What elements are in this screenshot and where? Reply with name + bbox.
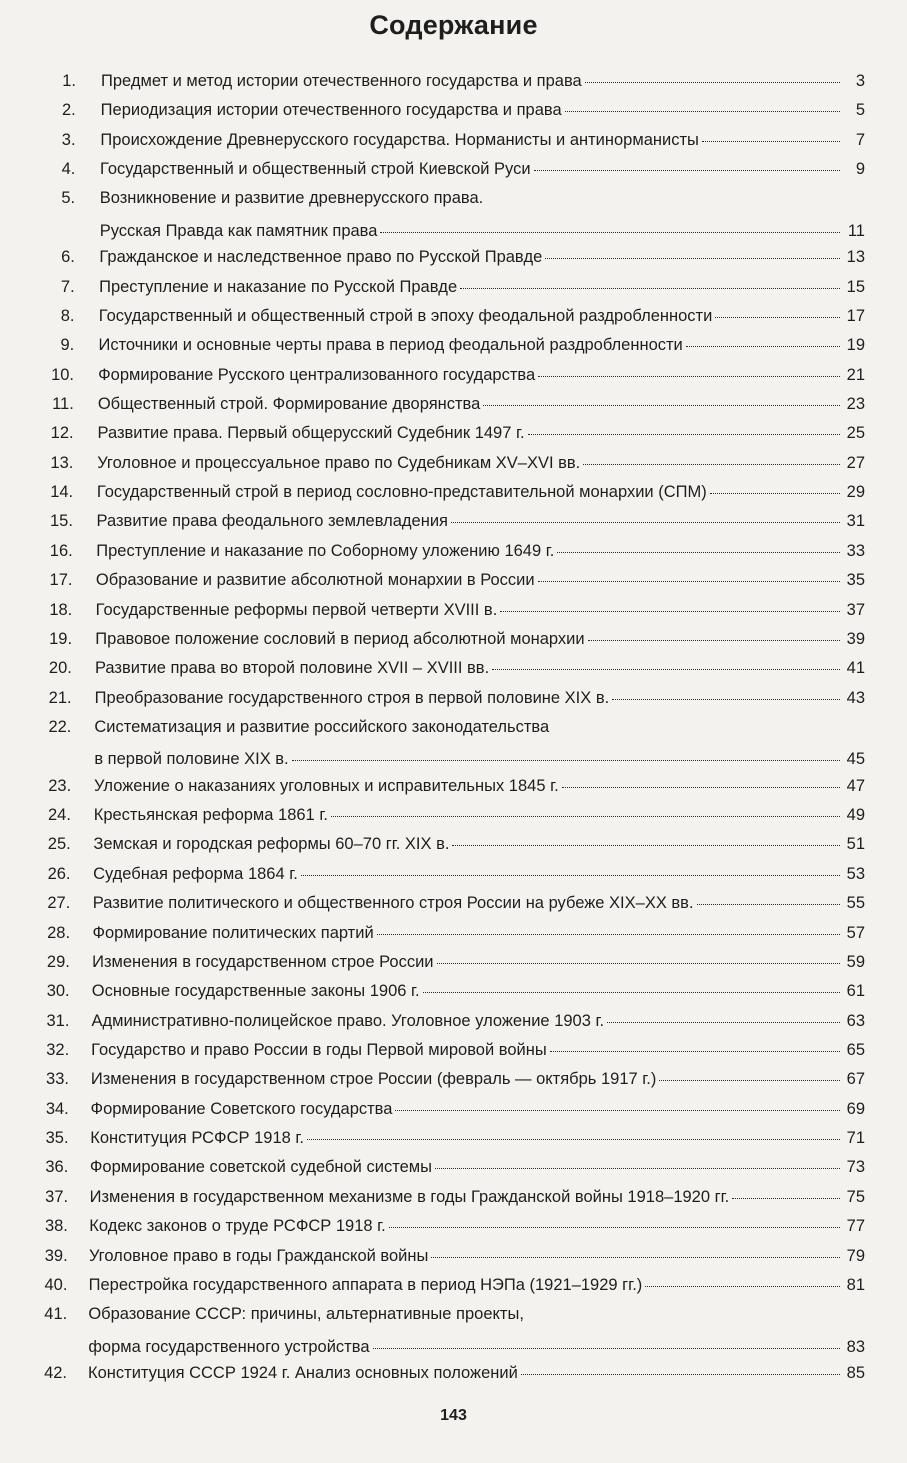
toc-entry-page: 25 [846, 424, 865, 443]
dot-leader [389, 1227, 840, 1228]
toc-entry-title: Преступление и наказание по Соборному уложению 1649 г. [96, 541, 555, 560]
toc-entry-page: 75 [846, 1187, 865, 1206]
toc-entry-number: 33. [46, 1070, 69, 1089]
toc-entry-number: 18. [49, 600, 73, 619]
toc-entry-title: Конституция СССР 1924 г. Анализ основных положений [88, 1364, 518, 1382]
dot-leader [659, 1080, 840, 1081]
dot-leader [301, 875, 840, 876]
toc-entry-page: 35 [846, 571, 865, 590]
toc-entry-page: 71 [846, 1129, 865, 1148]
dot-leader [697, 904, 840, 905]
toc-entry-title: Судебная реформа 1864 г. [93, 864, 298, 883]
toc-entry-body [93, 865, 865, 884]
toc-entry-number: 38. [44, 1217, 68, 1236]
dot-leader [538, 376, 840, 377]
toc-entry-body [97, 512, 865, 531]
toc-entry-body [92, 924, 865, 943]
toc-entry-number: 25. [47, 835, 71, 854]
dot-leader [686, 346, 840, 347]
toc-entry-title: Образование СССР: причины, альтернативные проекты, [88, 1305, 524, 1324]
toc-entry-title: Государственный строй в период сословно-представительной монархии (СПМ) [96, 483, 707, 502]
toc-entry-number: 26. [47, 864, 71, 883]
toc-entry-body [91, 1100, 865, 1119]
dot-leader [377, 934, 840, 935]
toc-entry-title: Кодекс законов о труде РСФСР 1918 г. [89, 1217, 386, 1236]
toc-entry-body [94, 777, 865, 796]
toc-entry-title: Формирование Советского государства [90, 1099, 393, 1118]
toc-entry-body [98, 366, 865, 385]
toc-entry-title: Уголовное и процессуальное право по Судебникам XV–XVI вв. [97, 453, 581, 472]
toc-entry-page: 59 [846, 952, 865, 971]
toc-entry-page: 7 [855, 130, 865, 149]
toc-entry-number: 37. [45, 1187, 69, 1206]
toc-entry-page: 33 [846, 541, 865, 560]
toc-entry-number: 36. [45, 1158, 69, 1177]
toc-entry-number: 35. [45, 1129, 69, 1148]
toc-entry-body [97, 483, 865, 502]
toc-entry-title: Государственные реформы первой четверти XVIII в. [95, 600, 498, 619]
toc-entry-title: Преступление и наказание по Русской Правде [99, 277, 458, 296]
toc-entry-body [100, 189, 865, 240]
toc-entry-title: Уголовное право в годы Гражданской войны [88, 1246, 429, 1265]
toc-entry-number: 2. [62, 101, 76, 120]
toc-entry-title: Основные государственные законы 1906 г. [91, 982, 420, 1001]
toc-entry-body [95, 630, 865, 649]
toc-entry-body [90, 1129, 865, 1148]
toc-entry-body [91, 1012, 865, 1031]
dot-leader [500, 611, 840, 612]
toc-entry-number: 16. [49, 541, 73, 560]
toc-entry-number: 9. [60, 336, 75, 355]
toc-entry-number: 40. [44, 1275, 68, 1294]
dot-leader [395, 1110, 840, 1111]
toc-entry-title: Правовое положение сословий в период абсолютной монархии [95, 629, 585, 648]
toc-entry-title: Конституция РСФСР 1918 г. [90, 1129, 304, 1148]
toc-entry-body [89, 1276, 865, 1295]
toc-entry-body [95, 659, 865, 678]
toc-entry-number: 30. [46, 982, 70, 1001]
toc-entry-page: 13 [846, 248, 865, 267]
toc-entry-number: 41. [44, 1305, 68, 1324]
dot-leader [545, 258, 840, 259]
dot-leader [292, 760, 840, 761]
toc-entry-page: 57 [846, 923, 865, 942]
toc-entry-body [101, 72, 865, 91]
dot-leader [452, 845, 840, 846]
toc-entry-number: 4. [61, 160, 76, 179]
toc-entry-page: 55 [846, 894, 865, 913]
toc-entry-number: 8. [60, 306, 75, 325]
dot-leader [565, 111, 840, 112]
toc-entry-number: 31. [46, 1011, 70, 1030]
toc-entry-page: 77 [846, 1217, 865, 1236]
toc-entry-page: 49 [846, 806, 865, 825]
dot-leader [538, 581, 840, 582]
toc-entry-body [101, 101, 865, 120]
toc-entry-number: 15. [49, 512, 73, 531]
toc-entry-page: 19 [846, 336, 865, 355]
toc-entry-title: Крестьянская реформа 1861 г. [93, 806, 328, 825]
toc-entry-title: Развитие права во второй половине XVII – XVIII вв. [94, 659, 490, 678]
toc-entry-title: Государство и право России в годы Первой мировой войны [91, 1041, 547, 1059]
toc-entry-body [95, 689, 865, 708]
toc-entry-body [100, 160, 865, 179]
toc-entry-page: 83 [846, 1337, 865, 1356]
toc-entry-body [92, 982, 865, 1001]
toc-entry-body [100, 131, 865, 150]
dot-leader [492, 669, 840, 670]
toc-entry-page: 63 [846, 1011, 865, 1030]
toc-entry-page: 15 [846, 277, 865, 296]
dot-leader [585, 82, 840, 83]
toc-entry-body [93, 894, 865, 913]
toc-entry-title: Систематизация и развитие российского законодательства [94, 718, 550, 736]
toc-entry-page: 41 [846, 659, 865, 678]
toc-entry-body [91, 1070, 865, 1089]
toc-entry-body [93, 835, 865, 854]
toc-entry-body [91, 1041, 865, 1060]
toc-entry-number: 13. [50, 453, 74, 472]
toc-entry-title: Образование и развитие абсолютной монархии в России [95, 571, 535, 590]
toc-entry-body [97, 454, 865, 473]
toc-entry-title: Преобразование государственного строя в первой половине XIX в. [94, 688, 610, 707]
toc-entry-body [90, 1158, 865, 1177]
dot-leader [483, 405, 840, 406]
toc-entry-body [98, 424, 866, 443]
dot-leader [307, 1139, 840, 1140]
toc-entry-body [96, 601, 865, 620]
dot-leader [528, 434, 840, 435]
toc-entry-title: Русская Правда как памятник права [99, 221, 378, 240]
toc-entry-page: 11 [847, 221, 865, 240]
toc-entry-body [88, 1305, 865, 1356]
toc-entry-title: Формирование советской судебной системы [89, 1158, 432, 1177]
toc-entry-body [99, 278, 865, 297]
dot-leader [380, 232, 840, 233]
toc-entry-title: Периодизация истории отечественного государства и права [100, 101, 562, 120]
toc-entry-number: 10. [51, 365, 75, 384]
dot-leader [607, 1022, 840, 1023]
dot-leader [702, 141, 840, 142]
dot-leader [562, 787, 840, 788]
toc-entry-page: 81 [846, 1275, 865, 1294]
toc-entry-body [88, 1364, 865, 1383]
dot-leader [715, 317, 840, 318]
toc-entry-number: 28. [47, 923, 71, 942]
toc-entry-title: Происхождение Древнерусского государства. Норманисты и антинорманисты [100, 130, 699, 149]
toc-entry-body [96, 542, 865, 561]
toc-entry-page: 85 [846, 1364, 865, 1382]
toc-entry-number: 20. [48, 659, 72, 678]
toc-entry-page: 5 [855, 101, 865, 120]
toc-entry-number: 24. [48, 806, 71, 825]
toc-entry-title: Развитие права феодального землевладения [96, 512, 448, 531]
toc-entry-title: Развитие политического и общественного строя России на рубеже XIX–XX вв. [92, 894, 694, 913]
toc-entry-title: Формирование политических партий [92, 923, 374, 942]
toc-entry-page: 29 [846, 483, 865, 502]
toc-entry-number: 27. [47, 894, 71, 913]
toc-entry-title: Перестройка государственного аппарата в период НЭПа (1921–1929 гг.) [88, 1275, 643, 1294]
toc-entry-title: Развитие права. Первый общерусский Судебник 1497 г. [97, 424, 525, 443]
dot-leader [710, 493, 840, 494]
toc-entry-page: 65 [846, 1041, 865, 1059]
dot-leader [521, 1374, 840, 1375]
toc-entry-page: 17 [846, 306, 865, 325]
toc-entry-number: 21. [48, 688, 72, 707]
toc-entry-number: 5. [61, 189, 76, 208]
toc-entry-number: 7. [60, 277, 75, 296]
toc-entry-page: 3 [855, 72, 865, 90]
toc-entry-body [90, 1188, 865, 1207]
toc-entry-page: 27 [846, 453, 865, 472]
toc-entry-title: Земская и городская реформы 60–70 гг. XIX в. [93, 835, 450, 854]
toc-entry-page: 51 [846, 835, 865, 854]
toc-entry-title: форма государственного устройства [88, 1337, 370, 1356]
toc-entry-number: 14. [50, 483, 74, 502]
toc-entry-page: 73 [846, 1158, 865, 1177]
toc-entry-body [92, 953, 865, 972]
toc-entry-page: 31 [846, 512, 865, 531]
toc-entry-body [94, 718, 865, 769]
dot-leader [645, 1286, 840, 1287]
dot-leader [373, 1348, 841, 1349]
toc-entry-title: Административно-полицейское право. Уголовное уложение 1903 г. [91, 1011, 605, 1030]
dot-leader [431, 1257, 840, 1258]
page-title: Содержание [369, 10, 538, 40]
toc-entry-number: 3. [61, 130, 76, 149]
dot-leader [437, 963, 840, 964]
toc-entry-page: 47 [846, 776, 865, 795]
toc-entry-page: 67 [846, 1070, 865, 1089]
toc-entry-number: 1. [62, 72, 76, 90]
toc-entry-body [94, 806, 865, 825]
toc-entry-title: Государственный и общественный строй в эпоху феодальной раздробленности [98, 306, 713, 325]
dot-leader [557, 552, 840, 553]
toc-entry-page: 53 [846, 864, 865, 883]
toc-entry-title: Формирование Русского централизованного государства [98, 365, 536, 384]
toc-entry-body [89, 1247, 865, 1266]
dot-leader [732, 1198, 840, 1199]
dot-leader [435, 1168, 840, 1169]
toc-entry-title: в первой половине XIX в. [94, 750, 289, 769]
toc-entry-title: Государственный и общественный строй Киевской Руси [100, 160, 531, 179]
toc-entry-body [99, 248, 865, 267]
toc-entry-page: 61 [846, 982, 865, 1001]
toc-entry-body [98, 395, 865, 414]
toc-entry-page: 37 [846, 600, 865, 619]
dot-leader [583, 464, 840, 465]
toc-entry-page: 39 [846, 629, 865, 648]
toc-entry-number: 12. [50, 424, 74, 443]
toc-entry-number: 6. [61, 248, 75, 267]
toc-entry-page: 43 [846, 688, 865, 707]
toc-entry-number: 22. [48, 718, 72, 736]
toc-entry-number: 42. [44, 1364, 67, 1382]
toc-entry-number: 34. [45, 1099, 69, 1118]
toc-entry-body [99, 307, 865, 326]
dot-leader [550, 1051, 840, 1052]
dot-leader [588, 640, 840, 641]
toc-entry-number: 39. [44, 1246, 68, 1265]
toc-entry-title: Предмет и метод истории отечественного государства и права [101, 72, 582, 90]
toc-entry-number: 19. [49, 629, 73, 648]
toc-entry-page: 21 [846, 365, 865, 384]
dot-leader [423, 992, 840, 993]
dot-leader [612, 699, 840, 700]
dot-leader [451, 522, 840, 523]
toc-entry-title: Изменения в государственном механизме в годы Гражданской войны 1918–1920 гг. [89, 1187, 730, 1206]
dot-leader [534, 170, 840, 171]
toc-entry-number: 32. [46, 1041, 70, 1059]
toc-entry-page: 79 [846, 1246, 865, 1265]
toc-entry-title: Источники и основные черты права в период феодальной раздробленности [98, 336, 683, 355]
toc-entry-body [96, 571, 865, 590]
toc-entry-number: 11. [52, 395, 74, 413]
toc-entry-title: Гражданское и наследственное право по Русской Правде [99, 248, 543, 267]
toc-entry-number: 29. [46, 952, 70, 971]
toc-entry-number: 17. [49, 571, 73, 590]
dot-leader [460, 288, 840, 289]
dot-leader [331, 816, 840, 817]
toc-entry-title: Возникновение и развитие древнерусского права. [99, 189, 484, 208]
toc-entry-title: Изменения в государственном строе России (февраль — октябрь 1917 г.) [90, 1070, 657, 1089]
toc-entry-title: Общественный строй. Формирование дворянства [97, 395, 481, 413]
toc-entry-page: 9 [855, 160, 865, 179]
toc-entry-page: 45 [846, 750, 865, 769]
toc-entry-page: 69 [846, 1099, 865, 1118]
toc-entry-number: 23. [48, 776, 72, 795]
page-number: 143 [440, 1407, 467, 1424]
toc-entry-page: 23 [846, 395, 865, 413]
toc-entry-title: Уложение о наказаниях уголовных и исправительных 1845 г. [94, 776, 559, 795]
toc-entry-body [98, 336, 865, 355]
toc-entry-title: Изменения в государственном строе России [92, 952, 434, 971]
toc-entry-body [89, 1217, 865, 1236]
